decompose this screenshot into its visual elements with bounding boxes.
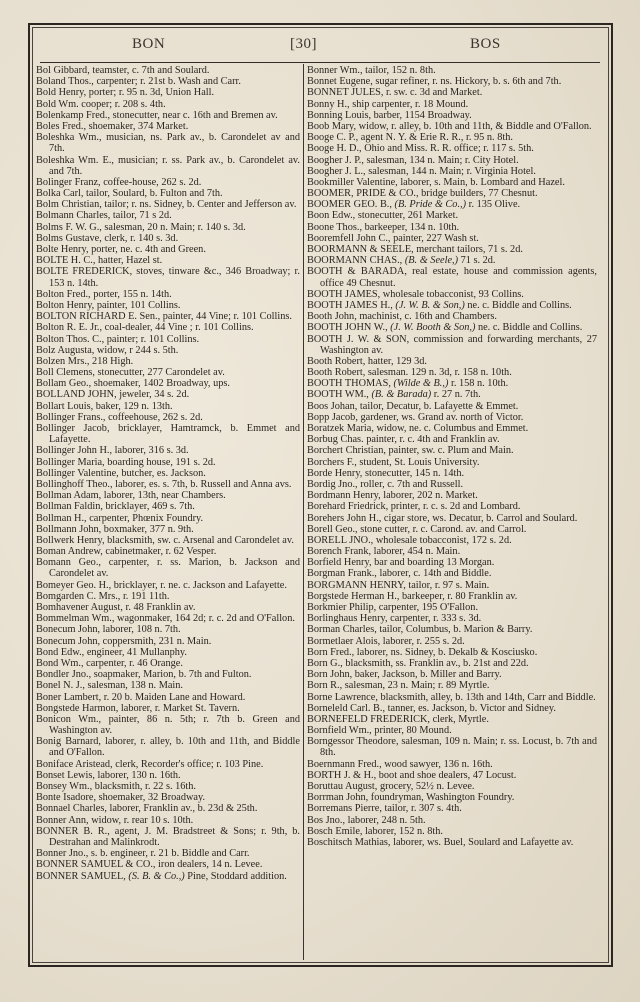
directory-entry: Bonel N. J., salesman, 138 n. Main.: [36, 680, 184, 692]
entry-firm-note: (J. W. B. & Son,): [395, 299, 465, 311]
directory-entry: [307, 322, 597, 333]
entry-address: r. 158 n. 10th.: [448, 378, 509, 390]
entry-firm-note: (B. & Seele,): [404, 255, 459, 267]
page-header: [40, 33, 600, 59]
directory-entry: Bollwerk Henry, blacksmith, sw. c. Arsenal and Carondelet av.: [36, 534, 294, 546]
entry-firm-note: (B. Pride & Co.,): [394, 199, 467, 211]
directory-entry: BOLTE FREDERICK, stoves, tinware &c., 346 Broadway; r. 153 n. 14th.: [36, 266, 300, 289]
directory-entry: Bonny H., ship carpenter, r. 18 Mound.: [307, 98, 469, 110]
directory-entry: Borde Henry, stonecutter, 145 n. 14th.: [307, 467, 465, 479]
directory-entry: Boone Thos., barkeeper, 134 n. 10th.: [307, 221, 460, 233]
directory-entry: Borgstede Herman H., barkeeper, r. 80 Franklin av.: [307, 590, 518, 602]
directory-entry: Borneleld Carl. B., tanner, es. Jackson, b. Victor and Sidney.: [307, 702, 556, 714]
directory-entry: Bookmiller Valentine, laborer, s. Main, b. Lombard and Hazel.: [307, 176, 565, 188]
directory-entry: BOLTE H. C., hatter, Hazel st.: [36, 255, 163, 267]
entry-name: BOOMER GEO. B.,: [307, 199, 395, 211]
directory-entry: Bosch Emile, laborer, 152 n. 8th.: [307, 825, 443, 837]
directory-entry: Bond Edw., engineer, 41 Mullanphy.: [36, 646, 187, 658]
directory-entry: Bolte Henry, porter, ne. c. 4th and Green.: [36, 244, 206, 255]
entry-address: r. 27 n. 7th.: [431, 389, 481, 401]
directory-entry: Bollman H., carpenter, Phœnix Foundry.: [36, 512, 204, 524]
directory-entry: Bolm Christian, tailor; r. ns. Sidney, b. Center and Jefferson av.: [36, 199, 297, 211]
directory-entry: Bolton Henry, painter, 101 Collins.: [36, 299, 181, 311]
directory-entry: Bollinger Maria, boarding house, 191 s. 2d.: [36, 456, 216, 468]
directory-entry: Bormetlaer Alois, laborer, r. 255 s. 2d.: [307, 635, 465, 647]
entry-address: 71 s. 2d.: [458, 255, 496, 267]
directory-entry: BONNET JULES, r. sw. c. 3d and Market.: [307, 87, 483, 99]
directory-entry: Bonecum John, laborer, 108 n. 7th.: [36, 624, 181, 636]
directory-entry: Bond Wm., carpenter, r. 46 Orange.: [36, 657, 183, 669]
header-right-guide-word: BOS: [470, 36, 501, 52]
directory-entry: Boner Lambert, r. 20 b. Maiden Lane and Howard.: [36, 691, 246, 703]
directory-entry: Borchert Christian, painter, sw. c. Plum and Main.: [307, 445, 514, 457]
directory-entry: Bonning Louis, barber, 1154 Broadway.: [307, 109, 472, 121]
directory-entry: Bonte Isadore, shoemaker, 32 Broadway.: [36, 792, 206, 804]
directory-entry: Bollinger Valentine, butcher, es. Jackson.: [36, 467, 206, 479]
directory-entry: BOORMANN & SEELE, merchant tailors, 71 s. 2d.: [307, 244, 523, 255]
directory-entry: BOLLAND JOHN, jeweler, 34 s. 2d.: [36, 389, 190, 401]
directory-entry: Bonset Lewis, laborer, 130 n. 16th.: [36, 769, 181, 781]
directory-entry: Bolinger Franz, coffee-house, 262 s. 2d.: [36, 176, 202, 188]
directory-entry: Bomeyer Geo. H., bricklayer, r. ne. c. Jackson and Lafayette.: [36, 579, 287, 591]
directory-entry: Boleshka Wm. E., musician; r. ss. Park av., b. Carondelet av. and 7th.: [36, 154, 300, 177]
directory-entry: Boschitsch Mathias, laborer, ws. Buel, Soulard and Lafayette av.: [307, 836, 574, 848]
entry-address: Pine, Stoddard addition.: [184, 870, 287, 882]
entry-name: BOOTH JOHN W.,: [307, 322, 391, 334]
directory-entry: Booth John, machinist, c. 16th and Chambers.: [307, 311, 497, 323]
directory-entry: Boland Thos., carpenter; r. 21st b. Wash and Carr.: [36, 76, 241, 88]
directory-entry: Booremfell John C., painter, 227 Wash st.: [307, 232, 479, 244]
directory-entry: Bolzen Mrs., 218 High.: [36, 355, 134, 367]
left-column: [36, 65, 300, 882]
directory-entry: [307, 389, 597, 400]
directory-entry: Borman Charles, tailor, Columbus, b. Marion & Barry.: [307, 624, 533, 636]
directory-entry: Bomhavener August, r. 48 Franklin av.: [36, 602, 196, 613]
directory-entry: Bonicon Wm., painter, 86 n. 5th; r. 7th b. Green and Washington av.: [36, 713, 300, 737]
directory-entry: [307, 255, 597, 266]
directory-entry: Bolms F. W. G., salesman, 20 n. Main; r. 140 s. 3d.: [36, 221, 246, 233]
directory-entry: Borne Lawrence, blacksmith, alley, b. 13th and 14th, Carr and Biddle.: [307, 691, 596, 703]
directory-entry: Borell Geo., stone cutter, r. c. Carond. av. and Carrol.: [307, 523, 527, 535]
directory-entry: Bonig Barnard, laborer, r. alley, b. 10th and 11th, and Biddle and O'Fallon.: [36, 736, 300, 759]
directory-entry: Boman Andrew, cabinetmaker, r. 62 Vesper.: [36, 546, 217, 558]
directory-entry: Bollman Adam, laborer, 13th, near Chambers.: [36, 490, 226, 502]
directory-entry: Bol Gibbard, teamster, c. 7th and Soulard.: [36, 65, 210, 76]
entry-name: BOOTH THOMAS,: [307, 378, 394, 390]
directory-entry: Bonnet Eugene, sugar refiner, r. ns. Hickory, b. s. 6th and 7th.: [307, 76, 562, 88]
entry-address: r. 135 Olive.: [466, 199, 521, 211]
directory-entry: Born G., blacksmith, ss. Franklin av., b. 21st and 22d.: [307, 657, 529, 669]
directory-entry: BOOTH & BARADA, real estate, house and commission agents, office 49 Chesnut.: [307, 266, 597, 289]
directory-entry: Boll Clemens, stonecutter, 277 Carondelet av.: [36, 367, 225, 379]
directory-entry: Boob Mary, widow, r. alley, b. 10th and 11th, & Biddle and O'Fallon.: [307, 120, 592, 132]
directory-entry: Bollmann John, boxmaker, 377 n. 9th.: [36, 523, 194, 535]
directory-entry: Bold Henry, porter; r. 95 n. 3d, Union Hall.: [36, 87, 215, 99]
directory-entry: Boratzek Maria, widow, ne. c. Columbus and Emmet.: [307, 423, 529, 434]
directory-entry: Bonecum John, coppersmith, 231 n. Main.: [36, 635, 212, 647]
directory-entry: Bonner Wm., tailor, 152 n. 8th.: [307, 65, 436, 76]
entry-name: BOOTH JAMES H.,: [307, 299, 396, 311]
directory-entry: [307, 300, 597, 311]
entry-firm-note: (B. & Barada): [371, 389, 432, 401]
directory-entry: [307, 378, 597, 389]
directory-entry: Borchers F., student, St. Louis University.: [307, 456, 480, 468]
entry-firm-note: (Wilde & B.,): [393, 378, 449, 390]
directory-entry: BOLTON RICHARD E. Sen., painter, 44 Vine; r. 101 Collins.: [36, 311, 292, 323]
directory-entry: Bos Jno., laborer, 248 n. 5th.: [307, 814, 426, 826]
directory-entry: Bongstede Harmon, laborer, r. Market St. Tavern.: [36, 702, 240, 714]
directory-entry: Bollart Louis, baker, 129 n. 13th.: [36, 400, 173, 412]
directory-entry: BORGMANN HENRY, tailor, r. 97 s. Main.: [307, 579, 490, 591]
directory-entry: Born John, baker, Jackson, b. Miller and Barry.: [307, 669, 502, 681]
entry-address: ne. c. Biddle and Collins.: [475, 322, 583, 334]
directory-entry: Bolms Gustave, clerk, r. 140 s. 3d.: [36, 232, 179, 244]
directory-entry: [307, 199, 597, 210]
directory-entry: Bonner Ann, widow, r. rear 10 s. 10th.: [36, 814, 194, 826]
directory-entry: Bonner Jno., s. b. engineer, r. 21 b. Biddle and Carr.: [36, 848, 250, 860]
directory-entry: BONNER SAMUEL & CO., iron dealers, 14 n. Levee.: [36, 859, 263, 871]
entry-firm-note: (J. W. Booth & Son,): [390, 322, 476, 334]
directory-entry: Bommelman Wm., wagonmaker, 164 2d; r. c. 2d and O'Fallon.: [36, 613, 295, 625]
directory-entry: Born Fred., laborer, ns. Sidney, b. Dekalb & Kosciusko.: [307, 646, 538, 658]
directory-entry: BORTH J. & H., boot and shoe dealers, 47 Locust.: [307, 769, 517, 781]
directory-entry: Bolenkamp Fred., stonecutter, near c. 16th and Bremen av.: [36, 109, 278, 121]
directory-entry: Borngessor Theodore, salesman, 109 n. Main; r. ss. Locust, b. 7th and 8th.: [307, 736, 597, 759]
directory-entry: Bollinger John H., laborer, 316 s. 3d.: [36, 445, 189, 457]
directory-entry: [36, 871, 300, 882]
directory-entry: Booth Robert, salesman. 129 n. 3d, r. 158 n. 10th.: [307, 367, 512, 379]
directory-entry: Booth Robert, hatter, 129 3d.: [307, 355, 427, 367]
directory-entry: BORNEFELD FREDERICK, clerk, Myrtle.: [307, 713, 489, 725]
directory-entry: Boruttau August, grocery, 52½ n. Levee.: [307, 781, 475, 792]
directory-entry: Borgman Frank., laborer, c. 14th and Biddle.: [307, 568, 492, 580]
directory-entry: Bollinger Jacob, bricklayer, Hamtramck, b. Emmet and Lafayette.: [36, 423, 300, 446]
directory-entry: Bonnael Charles, laborer, Franklin av., b. 23d & 25th.: [36, 803, 258, 815]
directory-entry: Borkmier Philip, carpenter, 195 O'Fallon.: [307, 602, 479, 613]
directory-entry: BOOTH JAMES, wholesale tobacconist, 93 Collins.: [307, 288, 524, 300]
directory-entry: BONNER B. R., agent, J. M. Bradstreet & Sons; r. 9th, b. Destrahan and Malinkrodt.: [36, 825, 300, 848]
column-divider: [303, 64, 304, 960]
directory-entry: Bolton Fred., porter, 155 n. 14th.: [36, 288, 172, 300]
directory-entry: Borehard Friedrick, printer, r. c. s. 2d and Lombard.: [307, 501, 521, 513]
directory-entry: Borbug Chas. painter, r. c. 4th and Franklin av.: [307, 434, 500, 446]
directory-entry: Boogher J. L., salesman, 144 n. Main; r. Virginia Hotel.: [307, 165, 536, 177]
header-left-guide-word: BON: [132, 36, 166, 52]
entry-firm-note: (S. B. & Co.,): [128, 870, 185, 882]
directory-entry: Bollinghoff Theo., laborer, es. s. 7th, b. Russell and Anna avs.: [36, 478, 292, 490]
directory-entry: BOOTH J. W. & SON, commission and forwarding merchants, 27 Washington av.: [307, 333, 597, 356]
directory-entry: Boleshka Wm., musician, ns. Park av., b. Carondelet av and 7th.: [36, 132, 300, 155]
directory-entry: BORELL JNO., wholesale tobacconist, 172 s. 2d.: [307, 534, 512, 546]
right-column: [307, 65, 597, 848]
directory-entry: Bolmann Charles, tailor, 71 s 2d.: [36, 210, 172, 222]
directory-entry: Borfield Henry, bar and boarding 13 Morgan.: [307, 557, 495, 569]
directory-entry: Bonsey Wm., blacksmith, r. 22 s. 16th.: [36, 781, 196, 792]
directory-entry: Bomgarden C. Mrs., r. 191 11th.: [36, 590, 170, 602]
directory-entry: Boogher J. P., salesman, 134 n. Main; r. City Hotel.: [307, 154, 519, 166]
directory-entry: Bomann Geo., carpenter, r. ss. Marion, b. Jackson and Carondelet av.: [36, 557, 300, 580]
directory-entry: Bopp Jacob, gardener, ws. Grand av. north of Victor.: [307, 411, 524, 423]
directory-entry: Borrman John, foundryman, Washington Foundry.: [307, 792, 515, 804]
entry-address: ne. c. Biddle and Collins.: [464, 299, 572, 311]
directory-entry: Bollinger Frans., coffeehouse, 262 s. 2d.: [36, 411, 203, 423]
directory-entry: Boernmann Fred., wood sawyer, 136 n. 16th.: [307, 758, 493, 770]
header-rule: [40, 62, 600, 63]
directory-entry: Boos Johan, tailor, Decatur, b. Lafayette & Emmet.: [307, 400, 519, 412]
directory-entry: Bold Wm. cooper; r. 208 s. 4th.: [36, 98, 166, 110]
directory-entry: Bolton R. E. Jr., coal-dealer, 44 Vine ; r. 101 Collins.: [36, 322, 254, 334]
directory-entry: BOOMER, PRIDE & CO., bridge builders, 77 Chesnut.: [307, 188, 538, 200]
entry-name: BONNER SAMUEL,: [36, 870, 129, 882]
directory-entry: Bollman Faldin, bricklayer, 469 s. 7th.: [36, 501, 195, 513]
directory-entry: Bondler Jno., soapmaker, Marion, b. 7th and Fulton.: [36, 669, 252, 681]
entry-name: BOORMANN CHAS.,: [307, 255, 405, 267]
directory-entry: Bordig Jno., roller, c. 7th and Russell.: [307, 478, 464, 490]
directory-entry: Bornfield Wm., printer, 80 Mound.: [307, 725, 452, 737]
directory-entry: Borehers John H., cigar store, ws. Decatur, b. Carrol and Soulard.: [307, 512, 578, 524]
directory-entry: Booge C. P., agent N. Y. & Erie R. R., r. 95 n. 8th.: [307, 132, 513, 144]
directory-entry: Bolka Carl, tailor, Soulard, b. Fulton and 7th.: [36, 188, 223, 200]
directory-entry: Boles Fred., shoemaker, 374 Market.: [36, 120, 189, 132]
directory-entry: Borlinghaus Henry, carpenter, r. 333 s. 3d.: [307, 613, 482, 625]
directory-entry: Bolz Augusta, widow, r 244 s. 5th.: [36, 344, 179, 356]
entry-name: BOOTH WM.,: [307, 389, 372, 401]
directory-entry: Borench Frank, laborer, 454 n. Main.: [307, 546, 461, 558]
directory-entry: Bordmann Henry, laborer, 202 n. Market.: [307, 490, 478, 502]
directory-entry: Bollam Geo., shoemaker, 1402 Broadway, ups.: [36, 378, 230, 390]
directory-entry: Booge H. D., Ohio and Miss. R. R. office; r. 117 s. 5th.: [307, 143, 534, 155]
directory-entry: Borremans Pierre, tailor, r. 307 s. 4th.: [307, 803, 462, 815]
directory-entry: Born R., salesman, 23 n. Main; r. 89 Myrtle.: [307, 680, 490, 692]
directory-entry: Boniface Aristead, clerk, Recorder's office; r. 103 Pine.: [36, 758, 264, 770]
directory-entry: Bolton Thos. C., painter; r. 101 Collins.: [36, 333, 200, 345]
directory-entry: Boon Edw., stonecutter, 261 Market.: [307, 210, 459, 222]
page-number: [30]: [290, 36, 317, 52]
